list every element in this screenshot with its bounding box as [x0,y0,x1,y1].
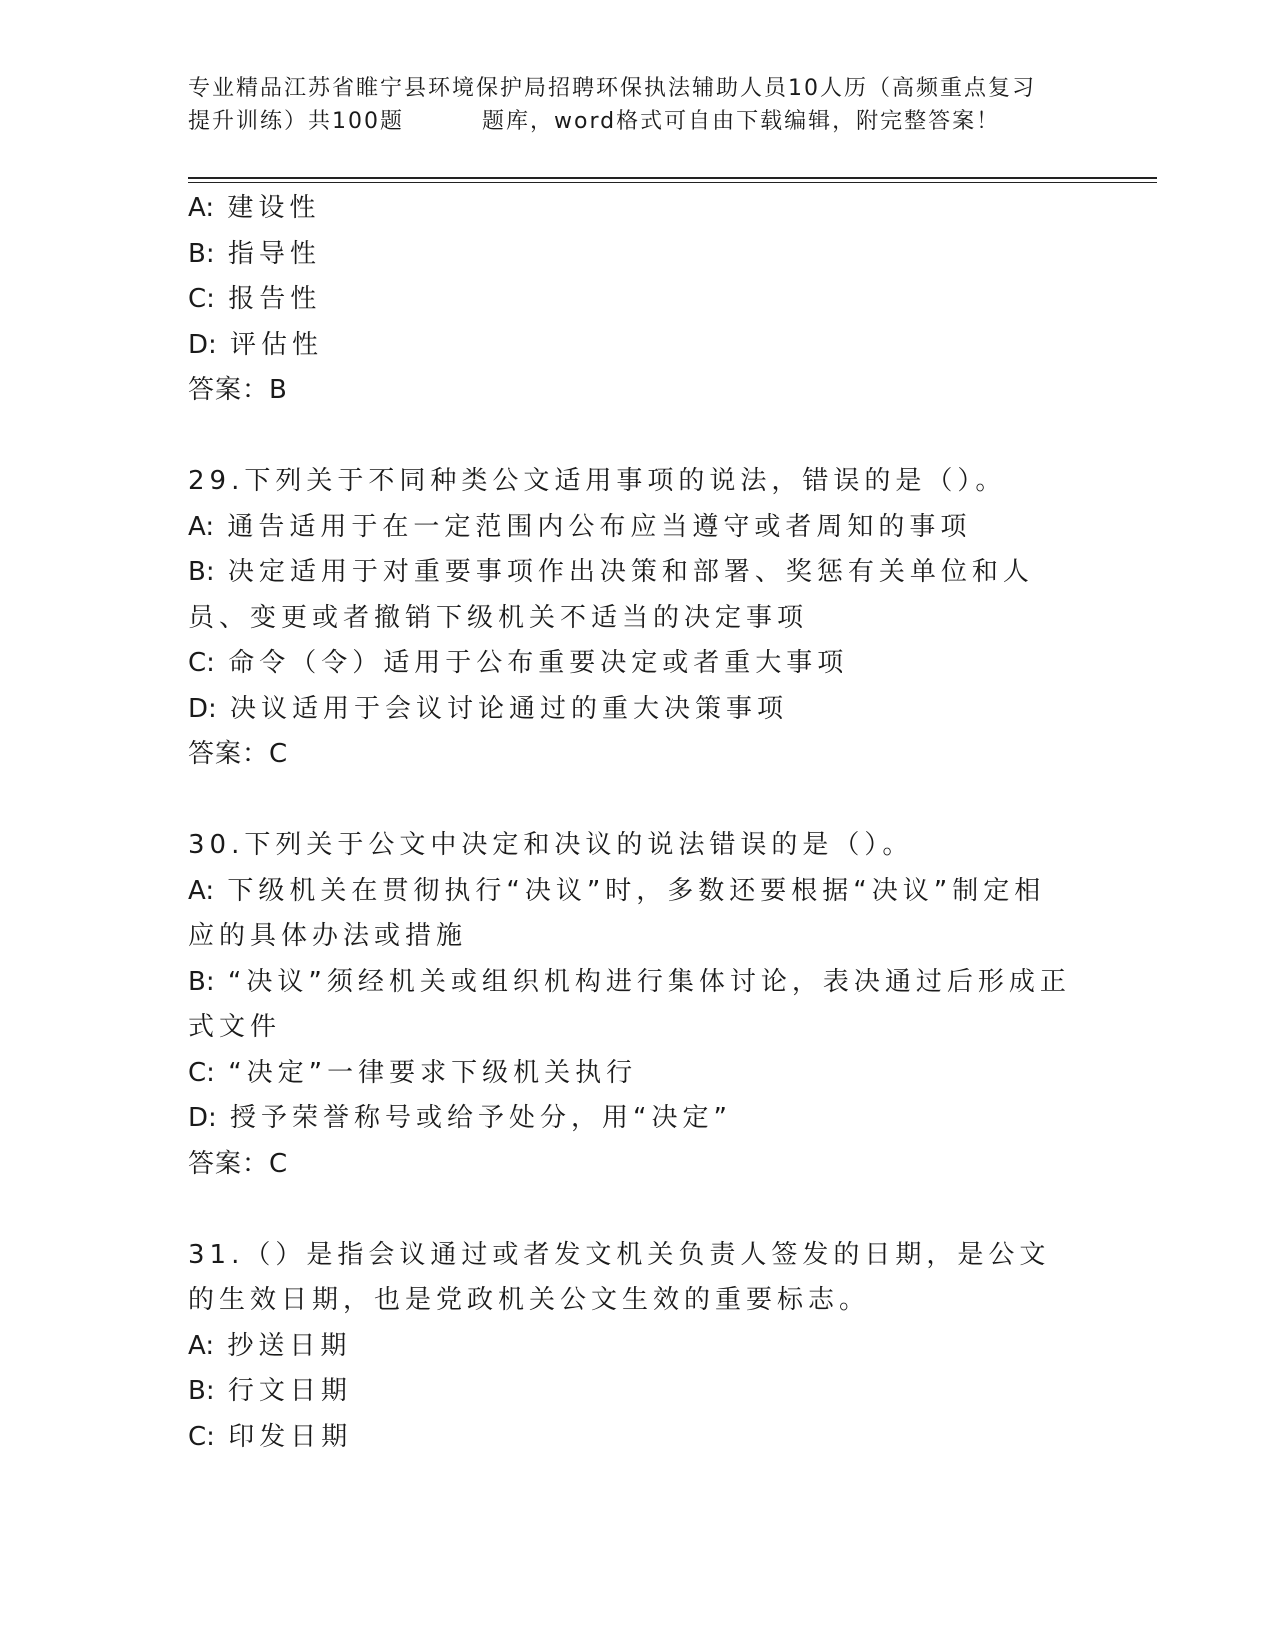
option-d: D: 授予荣誉称号或给予处分，用“决定” [188,1103,732,1133]
option-a: A: 抄送日期 [188,1330,352,1361]
page-header [188,72,1068,138]
option-c: C: 报告性 [188,284,322,314]
question-stem: 31.（）是指会议通过或者发文机关负责人签发的日期，是公文的生效日期，也是党政机关公文生效的重要标志。 [188,1239,1051,1315]
header-title-line-2-left: 提升训练）共100题 [188,109,404,134]
option-a: A: 下级机关在贯彻执行“决议”时，多数还要根据“决议”制定相应的具体办法或措施 [188,875,1046,951]
option-c: C: 命令（令）适用于公布重要决定或者重大事项 [188,648,849,678]
option-d: D: 评估性 [188,329,324,360]
question-block-29 [188,459,1073,778]
question-block-28 [188,186,1073,414]
option-b: B: 指导性 [188,238,321,269]
question-stem: 30.下列关于公文中决定和决议的说法错误的是（）。 [188,830,914,860]
option-b: B: 行文日期 [188,1376,352,1406]
header-rule-thin [188,182,1157,183]
answer-line: 答案：C [188,1148,289,1179]
option-a: A: 建设性 [188,193,321,223]
option-c: C: 印发日期 [188,1421,353,1452]
option-b: B: “决议”须经机关或组织机构进行集体讨论，表决通过后形成正式文件 [188,966,1071,1042]
question-block-30 [188,823,1073,1187]
header-title-line-2-right: 题库，word格式可自由下载编辑，附完整答案！ [482,109,1001,134]
answer-line: 答案：B [188,375,288,405]
option-c: C: “决定”一律要求下级机关执行 [188,1057,638,1088]
answer-line: 答案：C [188,739,289,769]
header-rule-thick [188,177,1157,179]
option-b: B: 决定适用于对重要事项作出决策和部署、奖惩有关单位和人员、变更或者撤销下级机关不适当的决定事项 [188,557,1034,633]
question-stem: 29.下列关于不同种类公文适用事项的说法，错误的是（）。 [188,466,1007,496]
question-block-31 [188,1233,1073,1461]
option-d: D: 决议适用于会议讨论通过的重大决策事项 [188,693,789,724]
header-title-line-2 [188,105,1068,138]
option-a: A: 通告适用于在一定范围内公布应当遵守或者周知的事项 [188,511,972,542]
question-list [188,186,1073,1460]
header-title-line-1: 专业精品江苏省睢宁县环境保护局招聘环保执法辅助人员10人历（高频重点复习 [188,76,1036,101]
